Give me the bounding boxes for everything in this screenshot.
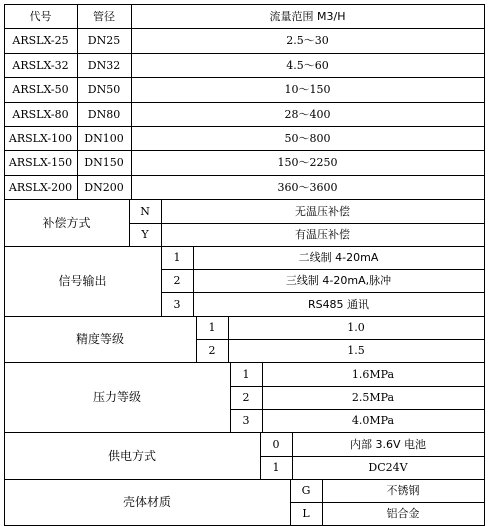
option-value: 4.0MPa <box>351 414 395 427</box>
rule-vertical <box>161 246 162 317</box>
header-code: 代号 <box>29 9 52 23</box>
model-flow-range: 28～400 <box>284 107 331 121</box>
model-flow-range: 50～800 <box>284 131 331 145</box>
option-code: 1 <box>272 461 280 474</box>
model-flow-range: 4.5～60 <box>286 58 329 72</box>
rule-vertical <box>129 199 130 247</box>
rule-vertical <box>484 4 485 526</box>
option-value: 1.6MPa <box>351 367 395 381</box>
option-value: 无温压补偿 <box>295 204 350 218</box>
option-group-label: 信号输出 <box>58 274 107 288</box>
rule-vertical <box>196 316 197 363</box>
option-code: 0 <box>272 437 280 451</box>
spec-table <box>4 4 484 520</box>
option-value: 2.5MPa <box>351 391 395 404</box>
rule-horizontal <box>260 456 485 457</box>
model-code: ARSLX-80 <box>12 107 69 121</box>
option-code: G <box>301 484 311 497</box>
rule-vertical <box>290 479 291 526</box>
model-diameter: DN25 <box>87 34 121 47</box>
option-value: DC24V <box>368 461 408 474</box>
option-value: 二线制 4-20mA <box>298 251 379 264</box>
rule-vertical <box>292 432 293 480</box>
model-diameter: DN80 <box>87 107 121 121</box>
rule-horizontal <box>290 502 485 503</box>
option-code: 2 <box>173 274 181 287</box>
option-group-label: 精度等级 <box>75 332 124 346</box>
option-value: 有温压补偿 <box>295 228 350 241</box>
model-diameter: DN200 <box>84 180 124 194</box>
model-flow-range: 2.5～30 <box>286 34 329 47</box>
rule-vertical <box>193 246 194 317</box>
rule-vertical <box>322 479 323 526</box>
rule-horizontal <box>161 269 485 270</box>
option-value: 内部 3.6V 电池 <box>349 437 426 451</box>
rule-horizontal <box>196 339 485 340</box>
option-code: L <box>302 507 310 520</box>
model-code: ARSLX-50 <box>12 83 69 96</box>
model-code: ARSLX-150 <box>8 156 73 169</box>
option-code: 1 <box>208 321 216 334</box>
option-code: N <box>140 204 150 218</box>
model-code: ARSLX-32 <box>12 58 69 72</box>
option-code: 2 <box>208 344 216 357</box>
model-flow-range: 150～2250 <box>277 156 338 169</box>
header-flow-range: 流量范围 M3/H <box>269 9 346 23</box>
model-diameter: DN150 <box>84 156 124 169</box>
rule-horizontal <box>129 223 485 224</box>
option-code: 1 <box>242 367 250 381</box>
header-diameter: 管径 <box>93 9 115 23</box>
option-group-label: 压力等级 <box>92 390 141 404</box>
rule-vertical <box>161 199 162 247</box>
model-diameter: DN100 <box>84 131 124 145</box>
model-code: ARSLX-25 <box>12 34 69 47</box>
option-code: 2 <box>242 391 250 404</box>
option-value: 1.5 <box>347 344 365 357</box>
option-value: 不锈钢 <box>386 484 420 497</box>
rule-vertical <box>260 432 261 480</box>
option-value: 铝合金 <box>386 507 420 520</box>
option-code: 3 <box>242 414 250 427</box>
option-group-label: 补偿方式 <box>42 215 91 230</box>
rule-vertical <box>228 316 229 363</box>
option-value: 三线制 4-20mA,脉冲 <box>285 274 392 287</box>
rule-vertical <box>262 362 263 433</box>
option-group-label: 壳体材质 <box>122 495 171 509</box>
rule-horizontal <box>230 409 485 410</box>
rule-vertical <box>4 4 5 526</box>
option-code: 3 <box>173 297 181 311</box>
rule-horizontal <box>161 292 485 293</box>
model-flow-range: 10～150 <box>284 83 331 96</box>
model-code: ARSLX-200 <box>8 180 73 194</box>
rule-vertical <box>131 4 132 200</box>
rule-vertical <box>77 4 78 200</box>
rule-horizontal <box>230 386 485 387</box>
model-diameter: DN32 <box>87 58 121 72</box>
option-group-label: 供电方式 <box>107 448 156 463</box>
option-value: 1.0 <box>347 321 365 334</box>
model-diameter: DN50 <box>87 83 121 96</box>
option-code: 1 <box>173 251 181 264</box>
model-code: ARSLX-100 <box>8 131 73 145</box>
option-code: Y <box>141 228 149 241</box>
rule-vertical <box>230 362 231 433</box>
option-value: RS485 通讯 <box>307 297 370 311</box>
model-flow-range: 360～3600 <box>277 180 338 194</box>
